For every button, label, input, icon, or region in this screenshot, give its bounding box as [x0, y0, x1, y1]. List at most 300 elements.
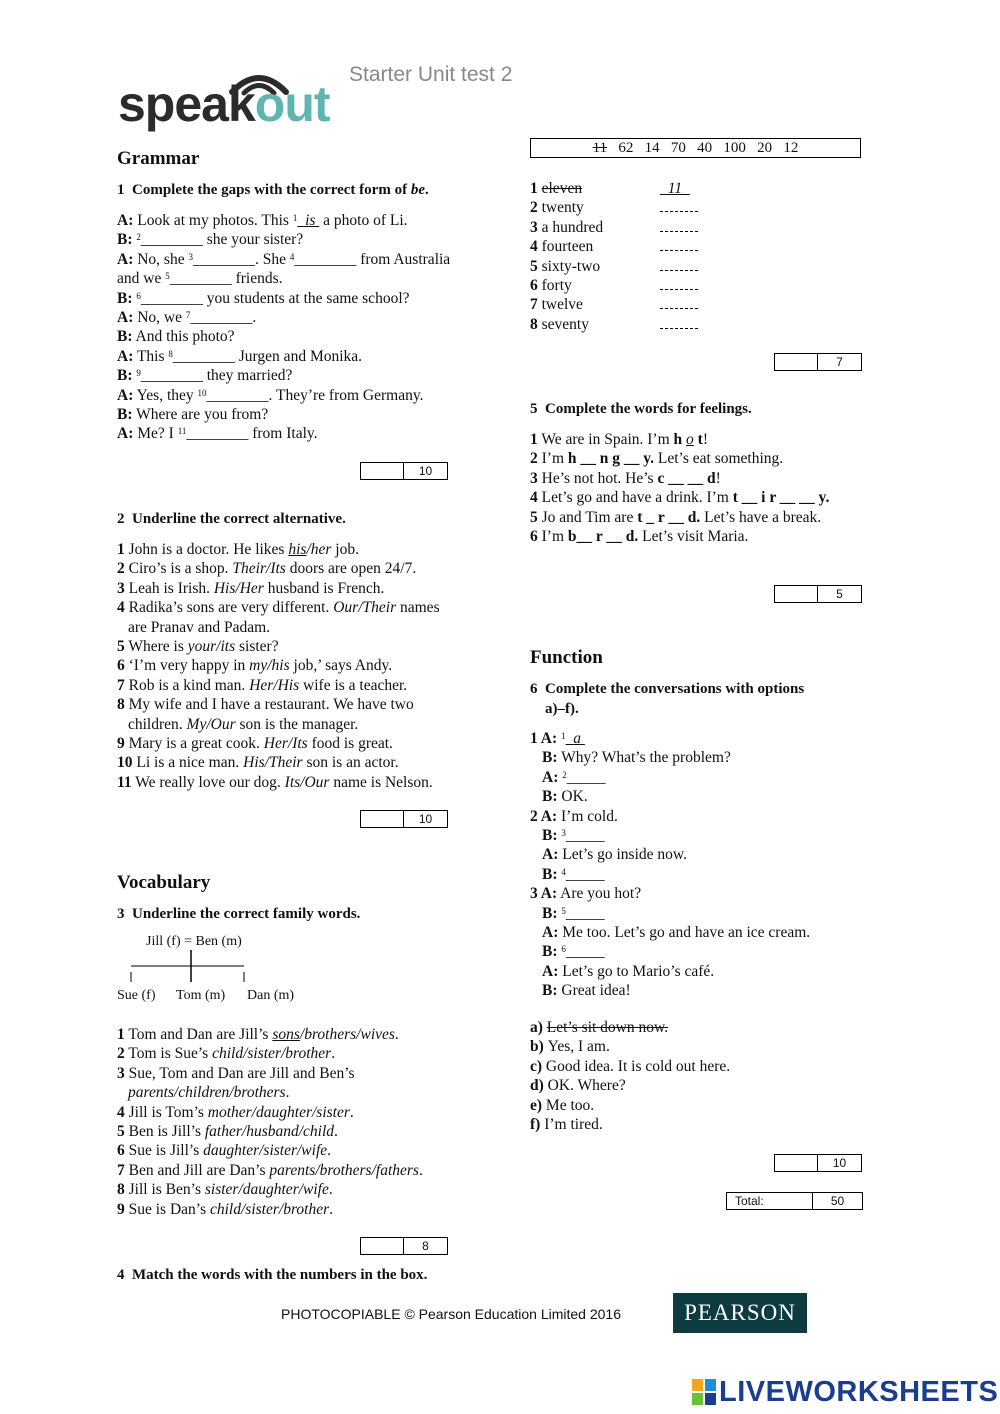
copyright: PHOTOCOPIABLE © Pearson Education Limited 2016: [281, 1306, 622, 1322]
answer-blank: [660, 277, 698, 290]
feeling-word: h __ n g __ y.: [567, 450, 655, 468]
conversation-line: [530, 807, 618, 826]
answer-blank: [660, 296, 698, 309]
options: father/husband/child: [204, 1123, 335, 1140]
ex2-item: [117, 734, 393, 753]
ex2-item: [117, 753, 399, 772]
option-1: his: [288, 541, 307, 558]
ex4-item: [530, 257, 710, 276]
item-text: Li is a nice man.: [132, 754, 244, 772]
option-letter: b): [530, 1038, 548, 1056]
line-text: Yes, they: [133, 386, 198, 404]
item-text: Let’s go and have a drink. I’m: [537, 489, 733, 507]
gap-blank: _____: [565, 943, 605, 961]
item-number: 3: [530, 469, 538, 487]
option-1: your: [187, 638, 217, 655]
item-text: !: [702, 431, 708, 448]
gap-blank: ________: [206, 386, 269, 404]
line-text: Why? What’s the problem?: [557, 749, 731, 767]
total-label: Total:: [727, 1193, 813, 1209]
feeling-word: c __ __ d: [657, 469, 716, 487]
ex2-item: [117, 559, 416, 578]
item-text: Sue is Jill’s: [124, 1142, 204, 1160]
option-letter: e): [530, 1096, 546, 1114]
item-text: husband is French.: [263, 579, 385, 597]
conversation-line: [542, 768, 605, 787]
gap-number: 7: [185, 310, 191, 320]
option-sep: /: [306, 541, 311, 558]
gap-number: 11: [177, 426, 187, 437]
ex2-item-cont: [128, 715, 358, 734]
word: seventy: [541, 315, 589, 333]
item-number: 7: [530, 296, 538, 314]
line-text: Great idea!: [557, 982, 631, 1000]
line-text: No, we: [133, 309, 186, 326]
item-text: Let’s visit Maria.: [638, 528, 749, 545]
number-box-values: 62 14 70 40 100 20 12: [618, 140, 799, 156]
speaker: B:: [542, 788, 558, 806]
feeling-word: t __ i r __ __ y.: [732, 489, 830, 507]
line-text: .: [252, 309, 257, 326]
item-text: doors are open 24/7.: [285, 560, 417, 578]
speaker: A:: [542, 962, 559, 980]
item-text: job.: [331, 541, 359, 558]
ex3-item-cont: [128, 1083, 289, 1102]
liveworksheets-logo: [692, 1374, 998, 1410]
ex5-item: [530, 430, 708, 449]
option-1: my: [249, 657, 268, 675]
item-number: 1: [530, 431, 538, 448]
item-number: 7: [117, 1161, 125, 1179]
conversation-line: [542, 981, 631, 1000]
line-text: Where are you from?: [132, 406, 269, 423]
gap-number: 9: [136, 368, 141, 379]
word: fourteen: [541, 238, 594, 256]
gap-number: 3: [188, 251, 193, 262]
line-text: Me? I: [133, 425, 178, 443]
item-text: sister?: [235, 638, 279, 655]
line-text: you students at the same school?: [202, 289, 410, 307]
option-sep: /: [266, 560, 271, 578]
pearson-logo: PEARSON: [673, 1293, 807, 1333]
answer-field: [660, 179, 690, 198]
options: parents/brothers/fathers: [269, 1161, 419, 1179]
ex4-item: [530, 218, 710, 237]
tree-lines: [117, 950, 257, 988]
dialogue-line: [117, 366, 292, 385]
speaker: A:: [117, 347, 134, 365]
word: eleven: [541, 180, 583, 197]
item-number: 6: [530, 277, 538, 294]
option-2: Her: [239, 579, 264, 597]
gap-blank: _____: [565, 904, 605, 922]
ex4-instruction: 4 Match the words with the numbers in the box.: [117, 1267, 428, 1283]
item-number: 1: [530, 180, 538, 197]
gap-number: 4: [561, 866, 566, 877]
item-text: My wife and I have a restaurant. We have two: [124, 696, 414, 714]
item-number: 10: [117, 754, 133, 772]
option-text: Let’s sit down now.: [546, 1019, 669, 1036]
line-text: from Australia: [356, 250, 451, 268]
answer-field: [660, 295, 698, 314]
option-letter: f): [530, 1116, 545, 1133]
gap-number: 5: [561, 905, 566, 916]
line-text: she your sister?: [202, 231, 304, 249]
ex3-item: [117, 1103, 354, 1122]
ex1-score-box: 10: [360, 462, 448, 480]
line-text: and we: [117, 270, 166, 288]
conversation-line: [530, 884, 641, 903]
answer-blank: [660, 199, 698, 212]
ex6-score-box: 10: [774, 1154, 862, 1172]
word: twenty: [541, 199, 584, 217]
ex6-instruction-line2: a)–f).: [545, 701, 579, 717]
dialogue-line: [117, 386, 423, 405]
ex3-item: [117, 1064, 355, 1083]
item-number: 5: [530, 508, 538, 526]
answer-option: sons: [272, 1026, 300, 1043]
gap-answer: is: [305, 212, 316, 229]
ex5-score-box: 5: [774, 585, 862, 603]
gap-number: 2: [562, 769, 567, 780]
ex3-item: [117, 1180, 333, 1199]
line-text: I’m cold.: [557, 807, 618, 825]
speaker: A:: [540, 730, 558, 747]
options: daughter/sister/wife: [203, 1142, 328, 1160]
item-number: 9: [117, 1200, 125, 1218]
line-text: Let’s go inside now.: [558, 846, 687, 864]
item-text: He’s not hot. He’s: [537, 469, 658, 487]
item-text: job,’ says Andy.: [289, 657, 393, 675]
item-text: Tom is Sue’s: [124, 1045, 213, 1063]
item-text: Jill is Tom’s: [124, 1103, 208, 1121]
item-number: 3: [530, 218, 538, 236]
item-text: ‘I’m very happy in: [124, 657, 250, 675]
option-sep: /: [273, 676, 278, 694]
answer-field: [660, 198, 698, 217]
item-text: Jill is Ben’s: [124, 1181, 205, 1199]
item-text: .: [394, 1026, 399, 1043]
options: child/sister/brother: [212, 1045, 332, 1063]
item-text: .: [328, 1181, 333, 1199]
options: parents/children/brothers: [128, 1084, 286, 1102]
speaker: A:: [542, 768, 559, 786]
item-text: name is Nelson.: [329, 773, 433, 791]
options: My/Our: [186, 715, 236, 733]
item-text: son is an actor.: [302, 754, 399, 772]
answer-blank: [660, 258, 698, 271]
gap-blank: ________: [190, 309, 253, 326]
line-text: . They’re from Germany.: [268, 386, 424, 404]
option-sep: /: [358, 599, 363, 617]
dialogue-line: [117, 230, 303, 249]
item-number: 1: [117, 1026, 125, 1043]
line-text: Let’s go to Mario’s café.: [558, 962, 715, 980]
ex4-score-box: 7: [774, 353, 862, 371]
item-text: Radika’s sons are very different.: [124, 599, 334, 617]
line-text: . She: [254, 250, 290, 268]
answer-field: [660, 276, 698, 295]
option-sep: /: [216, 638, 221, 655]
speaker: A:: [117, 250, 134, 268]
speaker: B:: [117, 328, 133, 346]
ex2-instruction: 2 Underline the correct alternative.: [117, 511, 346, 527]
item-number: 7: [117, 676, 125, 694]
conversation-line: [530, 729, 585, 748]
speaker: B:: [542, 749, 558, 767]
line-text: Look at my photos. This: [133, 212, 293, 229]
gap-blank: _____: [565, 865, 605, 883]
answer-field: [660, 237, 698, 256]
conversation-number: 3: [530, 885, 541, 903]
gap-number: 2: [136, 232, 141, 243]
option-sep: /: [300, 773, 305, 791]
conversation-line: [542, 865, 605, 884]
item-text: Leah is Irish.: [124, 579, 214, 597]
feeling-word: h: [673, 431, 687, 448]
item-number: 1: [117, 541, 125, 558]
item-number: 3: [117, 1064, 125, 1082]
item-number: 6: [530, 528, 538, 545]
answer-field: [660, 257, 698, 276]
option-2: his: [271, 657, 290, 675]
line-text: they married?: [202, 367, 293, 385]
option-item: [530, 1076, 626, 1095]
speaker: B:: [542, 943, 558, 961]
conversation-line: [542, 826, 605, 845]
dialogue-line: [117, 327, 235, 346]
gap-number: 5: [165, 271, 170, 282]
item-text: .: [334, 1123, 338, 1140]
ex5-item: [530, 527, 748, 546]
ex3-item: [117, 1025, 399, 1044]
gap-number: 3: [561, 828, 566, 838]
dialogue-line: [117, 250, 450, 269]
item-text: .: [327, 1142, 332, 1160]
item-number: 2: [117, 1045, 125, 1063]
option-sep: /: [287, 735, 293, 752]
gap-blank: ________: [186, 425, 249, 443]
option-text: OK. Where?: [547, 1077, 626, 1095]
options: /brothers/wives: [299, 1026, 395, 1043]
gap-blank: _____: [565, 827, 605, 844]
item-text: .: [418, 1161, 423, 1179]
item-text: Jo and Tim are: [537, 508, 638, 526]
item-number: 4: [530, 489, 538, 507]
option-letter: a): [530, 1019, 547, 1036]
dialogue-line: [117, 289, 410, 308]
ex2-item: [117, 579, 384, 598]
speaker: B:: [542, 827, 558, 844]
ex4-item: [530, 198, 710, 217]
dialogue-line: [117, 424, 318, 443]
item-text: Let’s have a break.: [700, 508, 822, 526]
answer-blank: [660, 219, 698, 232]
option-letter: d): [530, 1077, 548, 1095]
gap-number: 1: [561, 731, 566, 741]
speaker: A:: [117, 212, 134, 229]
dialogue-line: [117, 308, 256, 327]
ex2-item-cont: are Pranav and Padam.: [128, 618, 271, 636]
option-sep: /: [267, 657, 272, 675]
ex2-item: [117, 656, 392, 675]
liveworksheets-cube-icon: [692, 1379, 716, 1405]
speaker: A:: [117, 309, 134, 326]
item-text: .: [349, 1103, 354, 1121]
option-item: [530, 1057, 730, 1076]
item-number: 6: [117, 1142, 125, 1160]
item-number: 4: [117, 599, 125, 617]
item-text: We really love our dog.: [131, 773, 285, 791]
item-text: Let’s eat something.: [654, 450, 784, 468]
speaker: B:: [542, 865, 558, 883]
option-1: His: [243, 754, 265, 772]
item-number: 4: [117, 1103, 125, 1121]
item-text: Where is: [124, 638, 188, 655]
gap-blank: ________: [140, 231, 203, 249]
speaker: A:: [540, 807, 558, 825]
option-1: Its: [284, 773, 301, 791]
item-number: 11: [117, 773, 132, 791]
dialogue-line: [117, 269, 283, 288]
tree-tom: Tom (m): [176, 988, 226, 1003]
option-item: [530, 1096, 594, 1115]
ex3-score-box: 8: [360, 1237, 448, 1255]
ex3-item: [117, 1200, 333, 1219]
speakout-logo: [118, 66, 348, 136]
line-text: And this photo?: [132, 328, 235, 346]
gap-number: 8: [168, 348, 173, 359]
ex2-item: [117, 695, 414, 714]
options: sister/daughter/wife: [204, 1181, 329, 1199]
ex3-item: [117, 1044, 335, 1063]
option-text: Yes, I am.: [547, 1038, 610, 1056]
options: child/sister/brother: [210, 1200, 330, 1218]
conversation-line: [542, 904, 605, 923]
speaker: A:: [540, 885, 558, 903]
speaker: A:: [542, 846, 559, 864]
option-2: Its: [270, 560, 286, 578]
option-text: I’m tired.: [544, 1116, 603, 1133]
speaker: B:: [117, 406, 133, 423]
ex5-instruction: 5 Complete the words for feelings.: [530, 401, 752, 417]
item-number: 8: [530, 315, 538, 333]
option-1: His: [213, 579, 236, 597]
conversation-line: [542, 787, 588, 806]
gap-number: 4: [289, 251, 295, 262]
watermark-text: LIVEWORKSHEETS: [719, 1375, 999, 1408]
ex3-item: [117, 1122, 338, 1141]
total-value: 50: [830, 1194, 845, 1208]
item-text: Rob is a kind man.: [124, 676, 250, 694]
ex2-item: [117, 676, 407, 695]
line-text: Jurgen and Monika.: [234, 347, 363, 365]
option-sep: /: [235, 579, 240, 597]
ex5-item: [530, 488, 829, 507]
ex2-score-box: 10: [360, 810, 448, 828]
grammar-heading: Grammar: [117, 148, 200, 169]
ex2-item: [117, 598, 440, 617]
ex2-item: [117, 637, 279, 656]
line-text: No, she: [133, 250, 189, 268]
option-text: Me too.: [545, 1096, 595, 1114]
option-sep: /: [264, 754, 269, 772]
conversation-number: 1: [530, 730, 541, 747]
item-number: 5: [117, 1123, 125, 1140]
item-text: I’m: [537, 528, 568, 545]
speaker: B:: [117, 367, 133, 385]
number-box-crossed: 11: [592, 140, 608, 156]
line-text: a photo of Li.: [319, 212, 408, 229]
gap-number: 10: [197, 387, 207, 398]
item-text: !: [715, 469, 721, 487]
item-text: .: [285, 1084, 290, 1102]
feeling-word: t _ r __ d.: [637, 508, 701, 526]
word: twelve: [541, 296, 583, 314]
speaker: B:: [117, 289, 133, 307]
speaker: B:: [542, 904, 558, 922]
ex3-item: [117, 1161, 423, 1180]
feeling-word: b__ r __ d.: [567, 528, 639, 545]
speaker: B:: [542, 982, 558, 1000]
conversation-line: [542, 923, 810, 942]
ex3-instruction: 3 Underline the correct family words.: [117, 906, 361, 922]
option-text: Good idea. It is cold out here.: [545, 1057, 731, 1075]
conversation-line: [542, 845, 687, 864]
gap-answer: a: [565, 730, 585, 747]
conversation-number: 2: [530, 807, 541, 825]
item-text: children.: [128, 715, 187, 733]
answer-value: 11: [660, 180, 690, 197]
dialogue-line: [117, 211, 408, 230]
ex4-item: [530, 179, 710, 198]
option-letter: c): [530, 1057, 546, 1075]
tree-sue: Sue (f): [117, 988, 156, 1003]
ex5-item: [530, 449, 783, 468]
line-text: Me too. Let’s go and have an ice cream.: [558, 924, 811, 941]
item-number: 5: [530, 257, 538, 275]
item-text: Mary is a great cook.: [124, 735, 264, 752]
speaker: B:: [117, 231, 133, 249]
vocabulary-heading: Vocabulary: [117, 872, 211, 893]
option-2: Their: [268, 754, 303, 772]
item-text: John is a doctor. He likes: [124, 541, 289, 558]
logo-out: out: [254, 76, 330, 132]
item-number: 8: [117, 696, 125, 714]
line-text: friends.: [231, 270, 283, 288]
option-2: Our: [304, 773, 330, 791]
item-text: names: [396, 599, 440, 617]
option-1: Our: [333, 599, 359, 617]
item-text: son is the manager.: [235, 715, 359, 733]
item-number: 6: [117, 657, 125, 675]
ex2-item: [117, 540, 359, 559]
gap-blank: ________: [172, 347, 235, 365]
gap-blank: ________: [169, 270, 232, 288]
option-2: His: [277, 676, 300, 694]
option-1: Her: [249, 676, 274, 694]
ex3-item: [117, 1141, 331, 1160]
gap-number: 1: [292, 213, 298, 223]
item-number: 8: [117, 1181, 125, 1199]
ex4-item: [530, 315, 710, 334]
option-1: Their: [232, 560, 266, 578]
conversation-line: [542, 748, 731, 767]
answer-field: [660, 218, 698, 237]
gap-blank: ________: [192, 250, 255, 268]
item-text: We are in Spain. I’m: [537, 431, 674, 448]
speaker: A:: [542, 924, 559, 941]
